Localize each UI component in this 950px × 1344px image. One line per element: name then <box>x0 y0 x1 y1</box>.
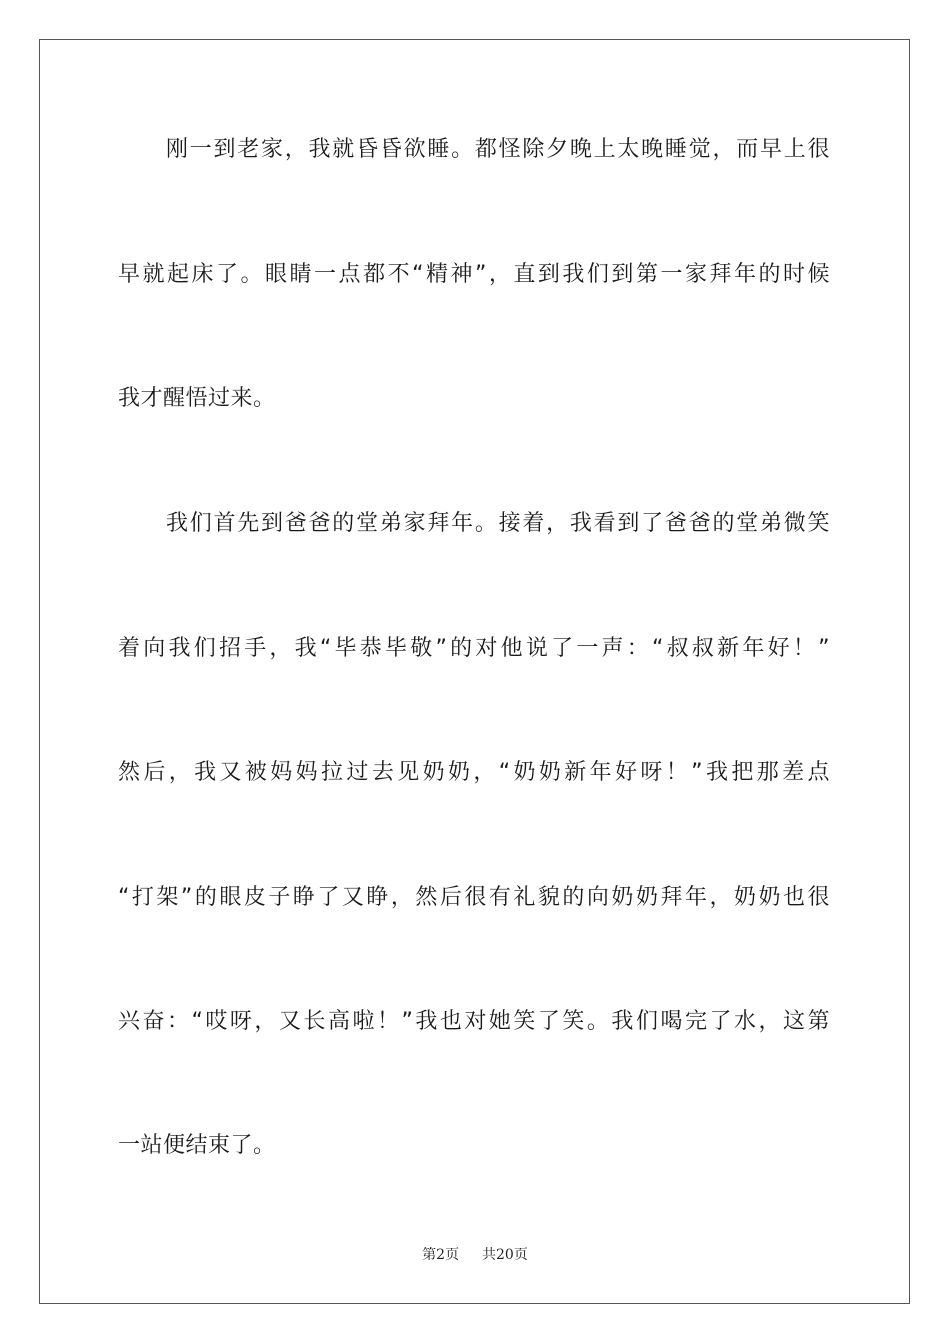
page-total: 共20页 <box>482 1247 528 1263</box>
paragraph-2-line-5: 兴奋：“哎呀，又长高啦！”我也对她笑了笑。我们喝完了水，这第 <box>118 1009 830 1034</box>
paragraph-2-line-3: 然后，我又被妈妈拉过去见奶奶，“奶奶新年好呀！”我把那差点 <box>118 760 830 785</box>
paragraph-1-line-3: 我才醒悟过来。 <box>118 386 276 411</box>
page-number: 第2页 <box>422 1247 460 1263</box>
paragraph-1-line-1: 刚一到老家，我就昏昏欲睡。都怪除夕晚上太晚睡觉，而早上很 <box>166 137 830 162</box>
paragraph-2-line-2: 着向我们招手，我“毕恭毕敬”的对他说了一声：“叔叔新年好！” <box>118 636 830 661</box>
page-footer <box>0 1245 950 1265</box>
paragraph-2-line-1: 我们首先到爸爸的堂弟家拜年。接着，我看到了爸爸的堂弟微笑 <box>166 511 830 536</box>
paragraph-2-line-6: 一站便结束了。 <box>118 1133 276 1158</box>
paragraph-2-line-4: “打架”的眼皮子睁了又睁，然后很有礼貌的向奶奶拜年，奶奶也很 <box>118 885 830 910</box>
paragraph-1-line-2: 早就起床了。眼睛一点都不“精神”，直到我们到第一家拜年的时候 <box>118 262 830 287</box>
page-frame <box>39 39 910 1304</box>
